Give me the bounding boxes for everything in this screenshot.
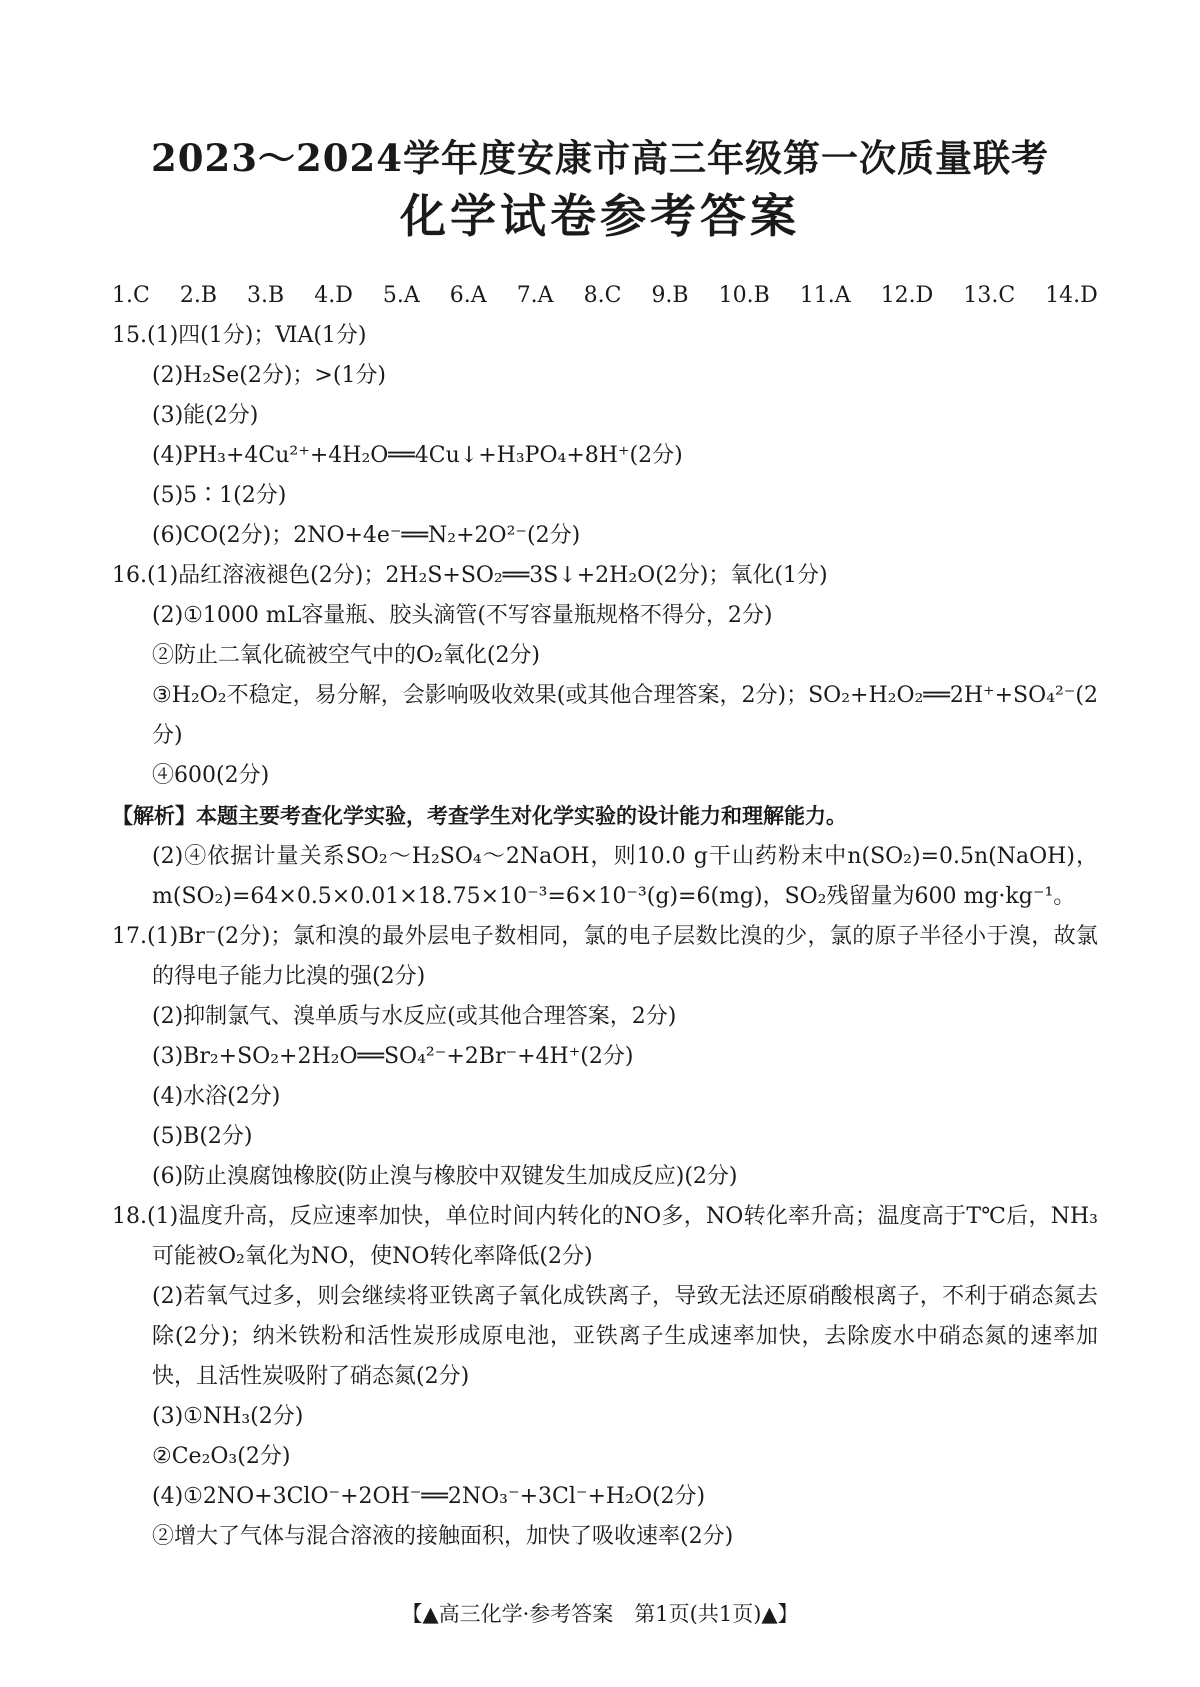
exam-title: 2023～2024学年度安康市高三年级第一次质量联考 [151,136,1049,180]
q18-part3-sub2: ②Ce₂O₃(2分) [152,1444,291,1469]
choice-answer: 4.D [314,283,353,308]
choice-answer: 12.D [880,283,934,308]
q16-part2-sub2: ②防止二氧化硫被空气中的O₂氧化(2分) [152,643,541,668]
q17-part3: (3)Br₂+SO₂+2H₂O══SO₄²⁻+2Br⁻+4H⁺(2分) [152,1044,634,1069]
analysis-label: 【解析】 [112,804,196,828]
choice-answers-row [112,276,1098,316]
choice-answer: 8.C [583,283,622,308]
q17-part5: (5)B(2分) [152,1124,253,1149]
choice-answer: 7.A [516,283,554,308]
q18-part4: (4)①2NO+3ClO⁻+2OH⁻══2NO₃⁻+3Cl⁻+H₂O(2分) [152,1484,706,1509]
choice-answer: 1.C [112,283,150,308]
q16-part1: 16.(1)品红溶液褪色(2分)；2H₂S+SO₂══3S↓+2H₂O(2分)；氧化(1分) [112,563,828,588]
q15-part3: (3)能(2分) [152,403,259,428]
q16-part2: (2)①1000 mL容量瓶、胶头滴管(不写容量瓶规格不得分，2分) [152,603,773,628]
q17-part6: (6)防止溴腐蚀橡胶(防止溴与橡胶中双键发生加成反应)(2分) [152,1164,738,1189]
analysis-summary: 本题主要考查化学实验，考查学生对化学实验的设计能力和理解能力。 [196,804,847,828]
q17-part2: (2)抑制氯气、溴单质与水反应(或其他合理答案，2分) [152,1004,677,1029]
q17-part1: 17.(1)Br⁻(2分)；氯和溴的最外层电子数相同，氯的电子层数比溴的少，氯的原子半径小于溴，故氯的得电子能力比溴的强(2分) [112,924,1098,989]
q18-part1: 18.(1)温度升高，反应速率加快，单位时间内转化的NO多，NO转化率升高；温度高于T℃后，NH₃可能被O₂氧化为NO，使NO转化率降低(2分) [112,1204,1098,1269]
q15-part1: 15.(1)四(1分)；ⅥA(1分) [112,323,367,348]
q15-part4: (4)PH₃+4Cu²⁺+4H₂O══4Cu↓+H₃PO₄+8H⁺(2分) [152,443,683,468]
choice-answer: 11.A [799,283,851,308]
choice-answer: 2.B [179,283,218,308]
q18-part2: (2)若氧气过多，则会继续将亚铁离子氧化成铁离子，导致无法还原硝酸根离子，不利于硝态氮去除(2分)；纳米铁粉和活性炭形成原电池，亚铁离子生成速率加快，去除废水中硝态氮的速率加快，且活性炭吸附了硝态氮(2分) [152,1284,1098,1389]
answer-body [112,276,1098,1557]
choice-answer: 10.B [718,283,770,308]
choice-answer: 5.A [382,283,420,308]
choice-answer: 9.B [651,283,689,308]
choice-answer: 14.D [1045,283,1098,308]
choice-answer: 6.A [449,283,487,308]
q18-part3: (3)①NH₃(2分) [152,1404,304,1429]
page-footer: 【▲高三化学·参考答案 第1页(共1页)▲】 [401,1602,799,1626]
q17-part4: (4)水浴(2分) [152,1084,281,1109]
q15-part6: (6)CO(2分)；2NO+4e⁻══N₂+2O²⁻(2分) [152,523,581,548]
q16-part2-sub4: ④600(2分) [152,763,270,788]
q16-analysis [112,796,1098,837]
q15-part5: (5)5∶1(2分) [152,483,287,508]
q18-part4-sub2: ②增大了气体与混合溶液的接触面积，加快了吸收速率(2分) [152,1524,734,1549]
choice-answer: 13.C [963,283,1016,308]
q16-part2-sub3: ③H₂O₂不稳定，易分解，会影响吸收效果(或其他合理答案，2分)；SO₂+H₂O₂══2H⁺+SO₄²⁻(2分) [152,683,1098,748]
q15-part2: (2)H₂Se(2分)；>(1分) [152,363,387,388]
q16-analysis-detail: (2)④依据计量关系SO₂～H₂SO₄～2NaOH，则10.0 g干山药粉末中n(SO₂)=0.5n(NaOH)，m(SO₂)=64×0.5×0.01×18.75×10⁻³=6×10⁻³(g)=6(mg)，SO₂残留量为600 mg·kg⁻¹。 [152,844,1098,909]
choice-answer: 3.B [247,283,285,308]
document-subtitle: 化学试卷参考答案 [400,189,800,243]
